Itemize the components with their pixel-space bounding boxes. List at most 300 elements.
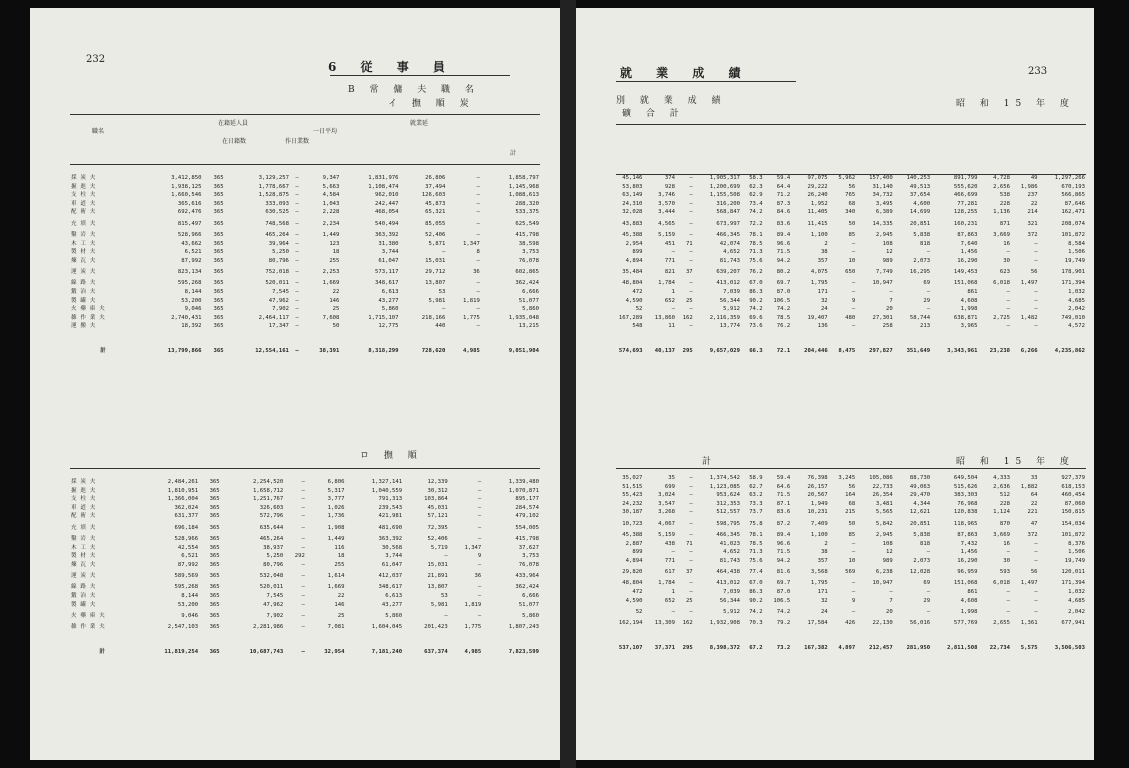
table-cell: — — [295, 192, 299, 199]
table-cell: 1,998 — [960, 306, 978, 313]
table-cell: 321 — [1027, 220, 1038, 227]
table-cell: 460,454 — [1061, 492, 1085, 499]
table-cell: 78.5 — [776, 314, 791, 321]
table-cell: 566,865 — [1061, 192, 1085, 199]
table-cell: 61,047 — [381, 561, 403, 568]
table-cell: — — [295, 249, 299, 256]
table-row — [606, 597, 1086, 606]
table-cell: 2,073 — [913, 257, 931, 264]
table-cell: 2,228 — [322, 209, 340, 216]
table-cell: 鍛 冶 夫 — [71, 592, 97, 599]
table-cell: 357 — [817, 257, 828, 264]
table-row — [606, 191, 1086, 200]
table-cell: 61,047 — [378, 257, 399, 264]
total-cell: 537,107 — [618, 644, 643, 651]
table-cell: 75.6 — [749, 557, 763, 564]
table-cell: 71.3 — [749, 549, 763, 556]
table-cell: 73.7 — [749, 509, 763, 516]
table-cell: 466,699 — [953, 192, 978, 199]
table-cell: 36 — [474, 573, 482, 580]
table-cell: 3,753 — [522, 249, 539, 256]
table-cell: — — [477, 513, 482, 520]
table-cell: 292 — [294, 553, 305, 560]
table-cell: 2,073 — [913, 557, 931, 564]
table-cell: 815,497 — [177, 220, 202, 227]
table-cell: — — [851, 249, 856, 256]
table-cell: 25 — [337, 612, 345, 619]
table-cell: 635,644 — [259, 524, 284, 531]
table-cell: 464,438 — [716, 569, 740, 576]
table-cell: 1,604,045 — [371, 624, 403, 631]
total-cell: 295 — [682, 644, 693, 651]
table-cell: 53,200 — [181, 297, 202, 304]
table-cell: 13,807 — [427, 584, 448, 591]
table-cell: — — [295, 297, 299, 304]
table-cell: 365 — [209, 513, 220, 520]
table-cell: 692,476 — [177, 209, 202, 216]
table-cell: — — [1006, 306, 1010, 313]
table-cell: 572,796 — [259, 513, 284, 520]
table-cell: 65,321 — [425, 209, 446, 216]
table-cell: 631,377 — [174, 513, 199, 520]
table-cell: 85,055 — [425, 220, 446, 227]
table-cell: 5,250 — [266, 553, 284, 560]
table-cell: 157,400 — [869, 175, 893, 181]
table-cell: 426 — [845, 620, 856, 627]
table-cell: 15,031 — [427, 561, 448, 568]
table-cell: — — [301, 612, 305, 619]
table-cell: — — [926, 608, 931, 615]
table-cell: 45,388 — [622, 531, 643, 538]
table-cell: 895,177 — [515, 496, 539, 503]
table-row — [606, 605, 1086, 619]
table-cell: 818 — [920, 540, 931, 547]
table-cell: 74.2 — [776, 306, 791, 313]
table-cell: 365 — [209, 592, 220, 599]
right-subtitle-1: 別 就 業 成 績 — [616, 96, 727, 106]
left-page-header: 6 従 事 員 — [328, 60, 455, 74]
table-cell: 35 — [668, 475, 675, 481]
table-row — [606, 174, 1086, 183]
table-cell: 2,042 — [1068, 306, 1085, 313]
table-cell: 162 — [682, 620, 693, 627]
table-row — [606, 279, 1086, 288]
table-cell: 29,820 — [622, 569, 643, 576]
table-cell: 88,730 — [909, 475, 931, 481]
table-cell: — — [1006, 549, 1010, 556]
table-cell: — — [295, 314, 299, 321]
table-cell: 87.3 — [776, 200, 791, 207]
table-cell: — — [476, 183, 480, 190]
table-cell: — — [295, 175, 299, 181]
table-total-row — [606, 347, 1086, 356]
table-cell: — — [301, 601, 305, 608]
table-cell: 3,268 — [658, 509, 675, 516]
table-cell: 10,947 — [872, 580, 893, 587]
table-cell: 1,807,243 — [508, 624, 539, 631]
table-cell: 639,207 — [716, 269, 740, 276]
table-cell: 228 — [999, 500, 1010, 507]
table-cell: 1,795 — [810, 580, 828, 587]
table-cell: 45,146 — [622, 175, 643, 181]
table-cell: — — [1034, 540, 1038, 547]
table-cell: 106.5 — [773, 597, 791, 604]
table-cell: 365 — [209, 524, 220, 531]
table-cell: 5,317 — [327, 487, 345, 494]
table-cell: 62.7 — [749, 483, 763, 490]
table-cell: — — [476, 257, 480, 264]
table-cell: — — [851, 580, 856, 587]
table-mid-rule — [70, 468, 540, 469]
table-cell: 72,395 — [427, 524, 448, 531]
table-cell: 652 — [664, 597, 675, 604]
table-cell: 365 — [209, 612, 220, 619]
table-cell: — — [476, 200, 480, 207]
table-cell: 255 — [334, 561, 345, 568]
table-cell: 365 — [213, 269, 224, 276]
book-gutter — [560, 0, 576, 768]
table-cell: — — [477, 592, 482, 599]
table-cell: 540,494 — [374, 220, 399, 227]
table-cell: 699 — [664, 483, 675, 490]
table-cell: 7,409 — [810, 520, 828, 527]
table-cell: — — [671, 249, 675, 256]
table-cell: 69.7 — [776, 280, 791, 287]
table-cell: 10 — [848, 257, 856, 264]
total-cell: 13,799,866 — [167, 347, 202, 354]
table-cell: 45,873 — [425, 200, 446, 207]
table-cell: 4,067 — [658, 520, 675, 527]
table-cell: 75.6 — [749, 257, 763, 264]
table-cell: 1,026 — [327, 504, 345, 511]
table-cell: 1,032 — [1068, 288, 1085, 295]
table-cell: 2,887 — [625, 540, 643, 547]
table-cell: 4,652 — [723, 549, 740, 556]
table-cell: 76,398 — [807, 475, 828, 481]
table-cell: 365 — [213, 306, 224, 313]
table-row — [606, 217, 1086, 231]
table-cell: 25 — [685, 597, 693, 604]
table-cell: 120,011 — [1061, 569, 1085, 576]
table-cell: 17,584 — [807, 620, 828, 627]
table-cell: 1,795 — [810, 280, 828, 287]
table-cell: 2,484,261 — [167, 479, 199, 485]
table-cell: 16,290 — [957, 257, 978, 264]
table-cell: 32 — [820, 297, 828, 304]
table-cell: — — [301, 544, 305, 551]
table-cell: 242,447 — [374, 200, 399, 207]
table-cell: 充 填 夫 — [71, 524, 97, 531]
table-cell: 56,016 — [909, 620, 931, 627]
table-cell: 748,568 — [265, 220, 289, 227]
table-cell: 13,215 — [518, 323, 539, 330]
col-header-daily: 一日平均 — [313, 128, 338, 135]
table-cell: 運 炭 夫 — [71, 269, 97, 276]
table-cell: 13,860 — [654, 314, 675, 321]
table-cell: 58,744 — [909, 314, 931, 321]
table-cell: 31,380 — [378, 240, 399, 247]
table-cell: 73.3 — [749, 500, 763, 507]
table-cell: 595,268 — [177, 280, 202, 287]
table-cell: 78.5 — [749, 240, 763, 247]
table-cell: 171,394 — [1061, 580, 1085, 587]
table-cell: 365 — [213, 231, 224, 238]
table-cell: — — [851, 306, 856, 313]
table-cell: 38,937 — [263, 544, 284, 551]
right-page-number: 233 — [1028, 66, 1048, 77]
table-row — [70, 174, 540, 183]
left-page-number: 232 — [86, 54, 106, 65]
table-cell: 433,964 — [515, 573, 539, 580]
table-cell: 696,184 — [174, 524, 199, 531]
table-cell: 1,949 — [810, 500, 828, 507]
table-cell: 365 — [213, 249, 224, 256]
table-cell: 50 — [332, 323, 340, 330]
table-cell: 333,093 — [265, 200, 289, 207]
table-cell: 1,108,474 — [368, 183, 399, 190]
table-cell: 84.6 — [776, 209, 791, 216]
table-cell: 8,144 — [184, 288, 202, 295]
table-cell: — — [1006, 288, 1010, 295]
table-cell: 1,784 — [658, 580, 675, 587]
table-row — [70, 521, 540, 535]
table-cell: — — [926, 549, 931, 556]
table-cell: 4,894 — [625, 257, 643, 264]
table-cell: 555,620 — [953, 183, 978, 190]
table-cell: 623 — [999, 269, 1010, 276]
table-cell: 577,769 — [953, 620, 978, 627]
table-cell: 2,656 — [993, 183, 1010, 190]
table-row — [606, 240, 1086, 249]
table-cell: 569 — [845, 569, 856, 576]
table-cell: 1,124 — [993, 509, 1010, 516]
table-cell: 593 — [999, 569, 1010, 576]
table-cell: 630,525 — [265, 209, 289, 216]
col-header-enrolled: 在籍延人員 — [218, 120, 249, 127]
table-cell: — — [1034, 608, 1038, 615]
table-cell: 1,819 — [462, 297, 480, 304]
table-cell: 22,733 — [872, 483, 893, 490]
table-cell: 208,074 — [1061, 220, 1085, 227]
table-cell: 37,654 — [909, 192, 931, 199]
table-cell: 3,444 — [658, 209, 675, 216]
table-cell: 38,598 — [518, 240, 539, 247]
table-cell: 7,749 — [875, 269, 893, 276]
table-cell: 64.4 — [776, 183, 791, 190]
table-cell: 255 — [329, 257, 340, 264]
table-cell: 598,795 — [716, 520, 740, 527]
table-cell: 36 — [473, 269, 480, 276]
table-cell: 258 — [882, 323, 893, 330]
table-cell: 365 — [213, 192, 224, 199]
table-total-row — [70, 648, 540, 657]
table-cell: 171,394 — [1061, 280, 1085, 287]
table-cell: 37,627 — [518, 544, 539, 551]
table-cell: 953,624 — [716, 492, 740, 499]
table-cell: — — [689, 500, 693, 507]
table-cell: 配 術 夫 — [71, 209, 97, 216]
table-cell: 19,749 — [1064, 557, 1085, 564]
right-mid-label: 計 — [702, 457, 718, 467]
table-cell: 1 — [671, 588, 675, 595]
table-row — [606, 322, 1086, 331]
table-cell: — — [301, 496, 305, 503]
table-cell: 1,831,976 — [368, 175, 399, 181]
table-row — [70, 583, 540, 592]
left-table-bottom — [70, 478, 540, 656]
table-cell: — — [1006, 249, 1010, 256]
table-cell: 480 — [845, 314, 856, 321]
table-cell: — — [689, 280, 693, 287]
table-cell: 650 — [845, 269, 856, 276]
table-cell: 96.6 — [776, 240, 791, 247]
table-cell: 83.6 — [776, 220, 791, 227]
table-cell: 221 — [1027, 509, 1038, 516]
table-cell: 車 道 夫 — [71, 200, 97, 207]
table-cell: 12,621 — [909, 509, 931, 516]
table-cell: 9 — [851, 597, 856, 604]
table-row — [70, 208, 540, 217]
table-cell: 481,690 — [378, 524, 403, 531]
table-row — [70, 257, 540, 266]
total-cell: 167,382 — [804, 644, 828, 651]
table-cell: 891,799 — [953, 175, 978, 181]
table-cell: 19,407 — [807, 314, 828, 321]
total-cell: 212,457 — [869, 644, 893, 651]
table-cell: 365 — [213, 220, 224, 227]
table-cell: 1 — [671, 288, 675, 295]
table-cell: 8 — [476, 249, 480, 256]
table-cell: 6,613 — [385, 592, 403, 599]
table-cell: 29 — [923, 597, 931, 604]
table-cell: 618,153 — [1061, 483, 1085, 490]
table-cell: 20 — [885, 306, 893, 313]
table-cell: 3,965 — [960, 323, 978, 330]
total-cell: 73.2 — [776, 644, 791, 651]
table-cell: 1,347 — [462, 240, 480, 247]
table-cell: 1,858,797 — [508, 175, 539, 181]
table-cell: 76,078 — [518, 257, 539, 264]
table-cell: — — [926, 588, 931, 595]
table-cell: 30 — [1003, 257, 1010, 264]
table-cell: 150,815 — [1061, 509, 1085, 516]
total-cell: 計 — [99, 648, 107, 655]
table-cell: 6,018 — [993, 280, 1010, 287]
table-cell: 861 — [967, 288, 978, 295]
total-cell: 8,318,299 — [368, 347, 399, 354]
total-cell: 2,811,508 — [947, 644, 978, 651]
table-cell: 18 — [332, 249, 340, 256]
table-cell: — — [689, 306, 693, 313]
table-cell: 25 — [685, 297, 693, 304]
total-cell: 8,475 — [838, 347, 856, 354]
table-cell: 51,515 — [622, 483, 643, 490]
table-cell: 154,034 — [1061, 520, 1085, 527]
table-row — [70, 314, 540, 323]
right-page — [576, 8, 1094, 760]
table-cell: 438 — [664, 540, 675, 547]
table-cell: 採 炭 夫 — [71, 175, 97, 181]
total-cell: 365 — [209, 648, 220, 655]
table-cell: 6,238 — [875, 569, 893, 576]
table-cell: 22 — [1030, 200, 1038, 207]
table-cell: 87.1 — [776, 500, 791, 507]
table-cell: 1,986 — [1020, 183, 1038, 190]
table-cell: 1,374,542 — [709, 475, 740, 481]
table-cell: — — [1034, 588, 1038, 595]
table-cell: 38 — [820, 549, 828, 556]
table-row — [606, 474, 1086, 483]
table-cell: 26,157 — [807, 483, 828, 490]
table-cell: — — [477, 584, 482, 591]
table-cell: 49 — [1030, 175, 1038, 181]
table-cell: 10,231 — [807, 509, 828, 516]
table-cell: 配 術 夫 — [71, 513, 97, 520]
table-cell: 87,646 — [1064, 200, 1085, 207]
table-cell: 1,145,968 — [508, 183, 539, 190]
table-cell: 13,774 — [719, 323, 740, 330]
total-cell: 38,391 — [319, 347, 340, 354]
table-cell: 365 — [213, 280, 224, 287]
table-cell: 81,743 — [719, 257, 740, 264]
table-cell: 2,464,117 — [258, 314, 289, 321]
table-cell: 2 — [824, 540, 828, 547]
table-cell: 554,005 — [515, 524, 539, 531]
table-cell: 765 — [845, 192, 856, 199]
table-cell: — — [476, 220, 480, 227]
table-cell: 4,572 — [1068, 323, 1085, 330]
table-cell: 365 — [209, 553, 220, 560]
table-cell: — — [926, 288, 931, 295]
table-cell: 791,313 — [378, 496, 403, 503]
table-cell: 2,042 — [1068, 608, 1085, 615]
table-cell: 43,277 — [381, 601, 403, 608]
col-header-employed: 就業延 — [410, 120, 429, 127]
table-cell: 鑿 岩 夫 — [71, 535, 97, 542]
table-row — [70, 623, 540, 632]
table-cell: 415,798 — [515, 231, 539, 238]
table-cell: 52,406 — [427, 535, 448, 542]
table-cell: — — [851, 280, 856, 287]
table-cell: 89.4 — [776, 231, 791, 238]
table-cell: 32,028 — [622, 209, 643, 216]
table-cell: 鑿 岩 夫 — [71, 231, 97, 238]
table-cell: 5,250 — [272, 249, 289, 256]
table-cell: — — [301, 524, 305, 531]
table-cell: 24 — [820, 306, 828, 313]
table-cell: 13,807 — [425, 280, 446, 287]
table-cell: 7,432 — [960, 540, 978, 547]
table-cell: 5,565 — [875, 509, 893, 516]
table-cell: 749,010 — [1061, 314, 1085, 321]
table-cell: 118,965 — [953, 520, 978, 527]
table-cell: 365 — [213, 288, 224, 295]
table-cell: 4,075 — [810, 269, 828, 276]
table-cell: 1,819 — [464, 601, 482, 608]
table-cell: 運 炭 夫 — [71, 573, 97, 580]
table-cell: 29,222 — [807, 183, 828, 190]
table-cell: — — [301, 504, 305, 511]
table-cell: — — [301, 535, 305, 542]
table-cell: 520,011 — [259, 584, 284, 591]
table-cell: 123 — [329, 240, 340, 247]
table-cell: 167,289 — [618, 314, 643, 321]
table-cell: 151,068 — [953, 580, 978, 587]
table-cell: — — [851, 323, 856, 330]
table-cell: 80,796 — [263, 561, 284, 568]
table-cell: 326,603 — [259, 504, 284, 511]
table-cell: 20,851 — [909, 520, 931, 527]
